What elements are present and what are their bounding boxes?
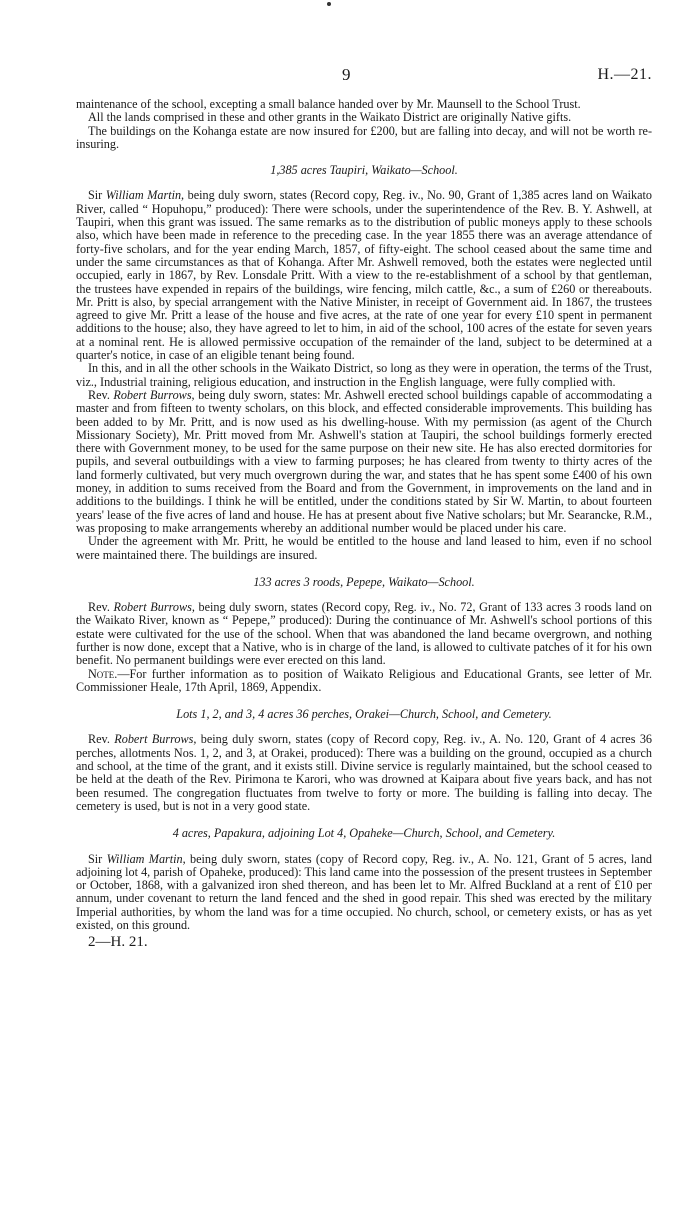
section-heading-pepepe: 133 acres 3 roods, Pepepe, Waikato—School. (253, 574, 475, 589)
witness-name: William Martin, (105, 188, 185, 203)
paragraph-insurance: The buildings on the Kohanga estate are now insured for £200, but are falling into decay, and will not be worth re-insuring. (76, 123, 652, 151)
page-header (76, 65, 652, 98)
witness-name: Robert Burrows, (114, 732, 197, 747)
print-mark (327, 2, 331, 6)
witness-name: Robert Burrows, (113, 387, 195, 402)
section-heading-taupiri: 1,385 acres Taupiri, Waikato—School. (270, 163, 458, 178)
paragraph-martin-taupiri (76, 189, 652, 362)
page-number: 9 (342, 65, 351, 84)
testimony-text: being duly sworn, states (Record copy, Reg. iv., No. 72, Grant of 133 acres 3 roods land on the Waikato River, known as “ Pepepe,” produced): During the continuance of Mr. Ashwell's school portions of this estate were cultivated for the use of the school. When that was abandoned the land became overgrown, and nothing further is now done, except that a Native, who is in charge of the land, is allowed to cultivate patches of it for his own benefit. No permanent buildings were ever erected on this land. (76, 600, 652, 668)
testimony-text: being duly sworn, states (Record copy, Reg. iv., No. 90, Grant of 1,385 acres land on Waikato River, called “ Hopuhopu,” produced): There were schools, under the superintendence of the Rev. B. Y. Ashwell, at Taupiri, when this grant was issued. The same remarks as to the distribution of public moneys apply to these schools also, which have been made in reference to the preceding case. In the year 1855 there was an average attendance of forty-five scholars, and for the year ending March, 1857, of fifty-eight. The school ceased about the same time and under the same circumstances as that of Kohanga. After Mr. Ashwell removed, both the estates were neglected until occupied, early in 1867, by Rev. Lonsdale Pritt. With a view to the re-establishment of a school by that gentleman, the trustees have expended in repairs of the buildings, wire fencing, milch cattle, &c., a sum of £260 or thereabouts. Mr. Pritt is also, by special arrangement with the Native Minister, in receipt of Government aid. In 1867, the trustees agreed to give Mr. Pritt a lease of the house and five acres, at the rate of one year for every £10 spent in permanent additions to the house; also, they have agreed to let to him, in aid of the school, 100 acres of the estate for seven years at a nominal rent. He is allowed permissive occupation of the remainder of the land, subject to be determined at a quarter's notice, in case of an eligible tenant being found. (76, 188, 653, 363)
testimony-text: being duly sworn, states (copy of Record copy, Reg. iv., A. No. 121, Grant of 5 acres, land adjoining lot 4, parish of Opaheke, produced): This land came into the possession of the present trustees in September or October, 1868, with a galvanized iron shed thereon, and has been let to Mr. Alfred Buckland at a rent of £10 per annum, under covenant to return the land fenced and the shed in good repair. This shed was erected by the military Imperial authorities, by whom the land was for a time occupied. No church, school, or cemetery exists, or has as yet existed, on this ground. (76, 851, 653, 933)
paragraph-trust-terms: In this, and in all the other schools in the Waikato District, so long as they were in operation, the terms of the Trust, viz., Industrial training, religious education, and instruction in the English language, were fully complied with. (76, 361, 652, 389)
witness-name: William Martin, (106, 851, 186, 866)
testimony-text: being duly sworn, states: Mr. Ashwell erected school buildings capable of accommodating a master and from fifteen to twenty scholars, on this block, and effected considerable improvements. This building has been added to by Mr. Pritt, and is now used as his dwelling-house. With my permission (as agent of the Church Missionary Society), Mr. Pritt moved from Mr. Ashwell's station at Taupiri, the school buildings formerly erected there with Government money, to be used for the same purpose on their new site. He has also erected dormitories for pupils, and several outbuildings with a view to farming purposes; he has cleared from twenty to thirty acres of the land formerly cultivated, but very much overgrown during the war, and states that he has spent some £400 of his own money, in addition to sums received from the Board and from the Government, in improvements on the land and in additions to the buildings. I think he will be entitled, under the conditions stated by Sir W. Martin, to about fourteen years' lease of the five acres of land and house. He has at present about five Native scholars; but Mr. Searancke, R.M., was proposing to make arrangements whereby an additional number would be placed under his care. (76, 387, 652, 535)
testimony-text: being duly sworn, states (copy of Record copy, Reg. iv., A. No. 120, Grant of 4 acres 36 perches, allotments Nos. 1, 2, and 3, at Orakei, produced): There was a building on the ground, occupied as a church and school, at the time of the grant, and it exists still. Divine service is regularly maintained, but the school ceased to be held at the death of the Rev. Pirimona te Karori, who was drowned at Kaipara about five years back, and has not been resumed. The congregation fluctuates from twelve to forty or more. The building is falling into decay. The cemetery is used, but is not in a very good state. (76, 732, 653, 813)
signature-mark: 2—H. 21. (88, 934, 148, 951)
note-label: Note. (88, 666, 118, 681)
paragraph-burrows-orakei (76, 733, 652, 813)
paragraph-burrows-pepepe (76, 601, 652, 667)
section-heading-orakei: Lots 1, 2, and 3, 4 acres 36 perches, Orakei—Church, School, and Cemetery. (176, 707, 552, 722)
title-rev: Rev. (88, 600, 110, 615)
title-rev: Rev. (88, 732, 110, 747)
witness-name: Robert Burrows, (113, 600, 195, 615)
document-page (76, 65, 653, 951)
title-sir: Sir (88, 188, 103, 203)
title-sir: Sir (88, 851, 103, 866)
section-heading-papakura: 4 acres, Papakura, adjoining Lot 4, Opaheke—Church, School, and Cemetery. (172, 826, 556, 841)
paragraph-native-gifts: All the lands comprised in these and other grants in the Waikato District are originally Native gifts. (88, 110, 572, 125)
title-rev: Rev. (88, 387, 110, 402)
document-reference: H.—21. (597, 66, 652, 83)
paragraph-martin-papakura (76, 853, 652, 933)
note-text: —For further information as to position of Waikato Religious and Educational Grants, see letter of Mr. Commissioner Heale, 17th April, 1869, Appendix. (76, 666, 652, 694)
paragraph-burrows-taupiri (76, 389, 652, 535)
paragraph-pritt-agreement: Under the agreement with Mr. Pritt, he would be entitled to the house and land leased to him, even if no school were maintained there. The buildings are insured. (76, 534, 652, 562)
paragraph-note (76, 668, 652, 695)
paragraph-continued: maintenance of the school, excepting a small balance handed over by Mr. Maunsell to the School Trust. (76, 97, 581, 111)
